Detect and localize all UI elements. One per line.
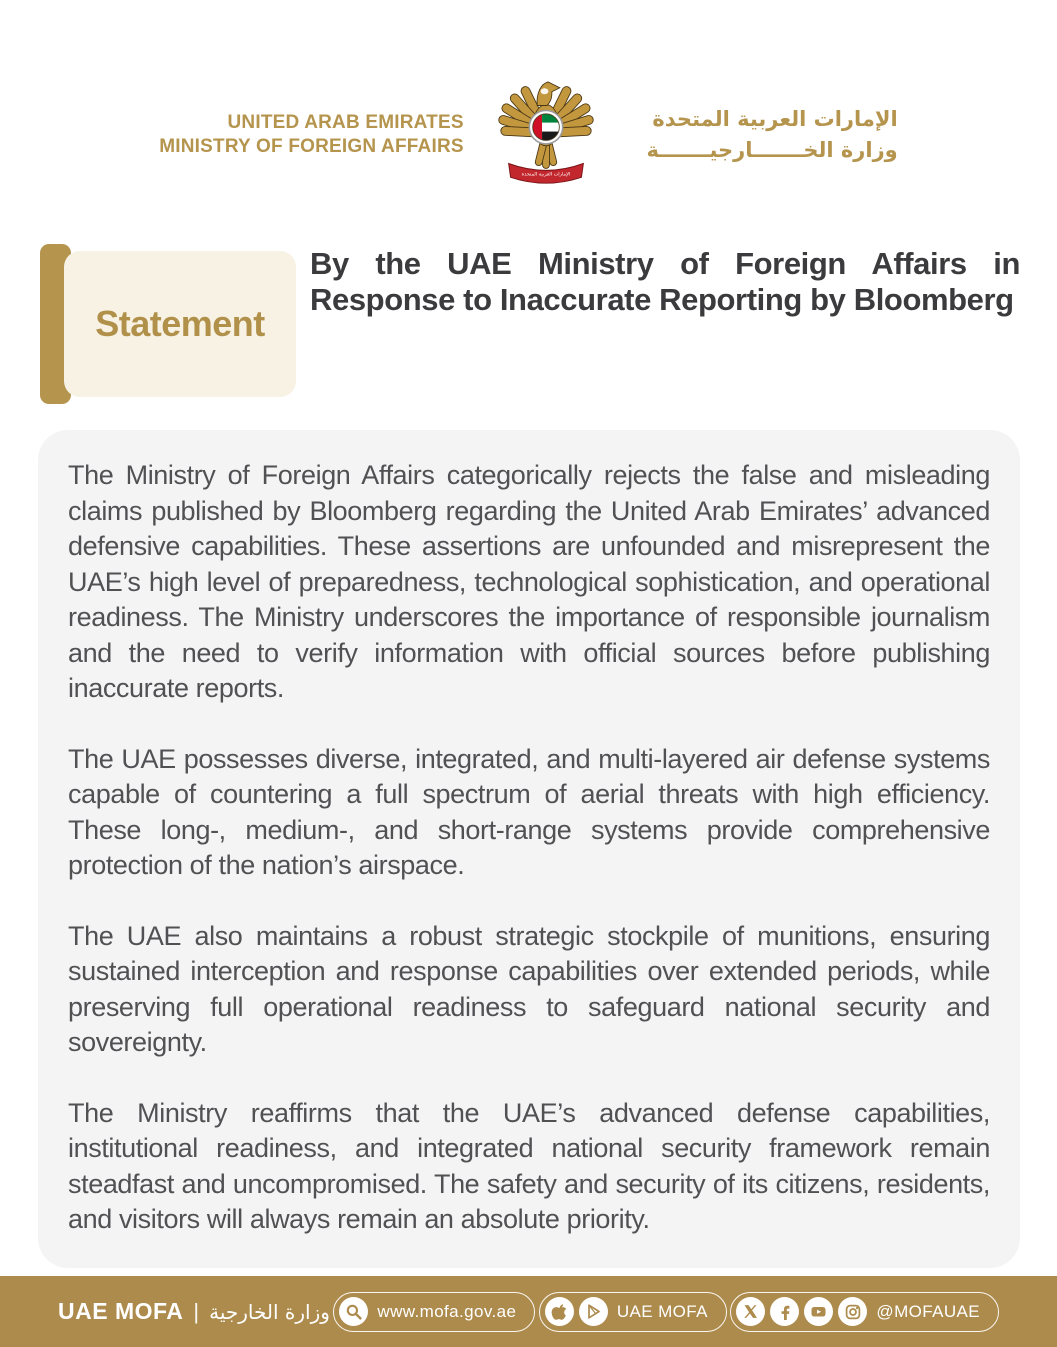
website-url[interactable]: www.mofa.gov.ae xyxy=(377,1301,517,1321)
apps-pill[interactable] xyxy=(539,1292,727,1332)
x-icon[interactable] xyxy=(736,1297,765,1326)
ministry-name-english xyxy=(159,111,463,159)
footer-bar xyxy=(0,1276,1057,1347)
footer-brand-separator: | xyxy=(193,1298,200,1324)
page-title: By the UAE Ministry of Foreign Affairs in Response to Inaccurate Reporting by Bloomberg xyxy=(310,246,1020,317)
uae-falcon-emblem-icon xyxy=(486,76,606,194)
org-en-line2: MINISTRY OF FOREIGN AFFAIRS xyxy=(159,136,464,157)
app-store-icons xyxy=(545,1297,608,1326)
footer-brand-english: UAE MOFA xyxy=(58,1298,184,1324)
statement-paragraph: The Ministry of Foreign Affairs categorically rejects the false and misleading claims published by Bloomberg regarding the United Arab Emirates’ advanced defensive capabilities. These assertions are unfounded and misrepresent the UAE’s high level of preparedness, technological sophistication, and operational readiness. The Ministry underscores the importance of responsible journalism and the need to verify information with official sources before publishing inaccurate reports. xyxy=(68,460,990,703)
statement-badge-label: Statement xyxy=(95,303,265,344)
emblem-banner-text: الإمارات العربية المتحدة xyxy=(521,171,571,178)
statement-paragraph: The UAE possesses diverse, integrated, and multi-layered air defense systems capable of countering a full spectrum of aerial threats with high efficiency. These long-, medium-, and short-range systems provide comprehensive protection of the nation’s airspace. xyxy=(68,743,990,880)
search-icon xyxy=(339,1297,368,1326)
ministry-name-arabic xyxy=(628,104,898,166)
footer-brand xyxy=(58,1298,330,1325)
social-pill[interactable] xyxy=(730,1292,999,1332)
header xyxy=(0,0,1057,194)
google-play-icon[interactable] xyxy=(579,1297,608,1326)
statement-badge-box xyxy=(64,251,296,397)
statement-headline-row xyxy=(40,244,1020,404)
footer-brand-arabic: وزارة الخارجية xyxy=(209,1299,330,1324)
apple-icon[interactable] xyxy=(545,1297,574,1326)
statement-paragraph: The Ministry reaffirms that the UAE’s advanced defense capabilities, institutional readiness, and integrated national security framework remain steadfast and uncompromised. The safety and security of its citizens, residents, and visitors will always remain an absolute priority. xyxy=(68,1097,990,1234)
social-icons xyxy=(736,1297,867,1326)
statement-paragraph: The UAE also maintains a robust strategic stockpile of munitions, ensuring sustained interception and response capabilities over extended periods, while preserving full operational readiness to safeguard national security and sovereignty. xyxy=(68,920,990,1057)
uae-falcon-emblem xyxy=(486,76,606,194)
instagram-icon[interactable] xyxy=(838,1297,867,1326)
statement-body-card xyxy=(38,430,1020,1268)
statement-badge xyxy=(40,244,296,404)
website-pill[interactable] xyxy=(333,1292,535,1332)
youtube-icon[interactable] xyxy=(804,1297,833,1326)
org-ar-line2: وزارة الخـــــــارجيـــــــة xyxy=(646,138,898,162)
social-handle[interactable]: @MOFAUAE xyxy=(876,1301,980,1321)
title-column xyxy=(310,244,1020,318)
org-ar-line1: الإمارات العربية المتحدة xyxy=(652,107,898,131)
facebook-icon[interactable] xyxy=(770,1297,799,1326)
apps-label[interactable]: UAE MOFA xyxy=(616,1301,708,1321)
org-en-line1: UNITED ARAB EMIRATES xyxy=(227,112,464,133)
